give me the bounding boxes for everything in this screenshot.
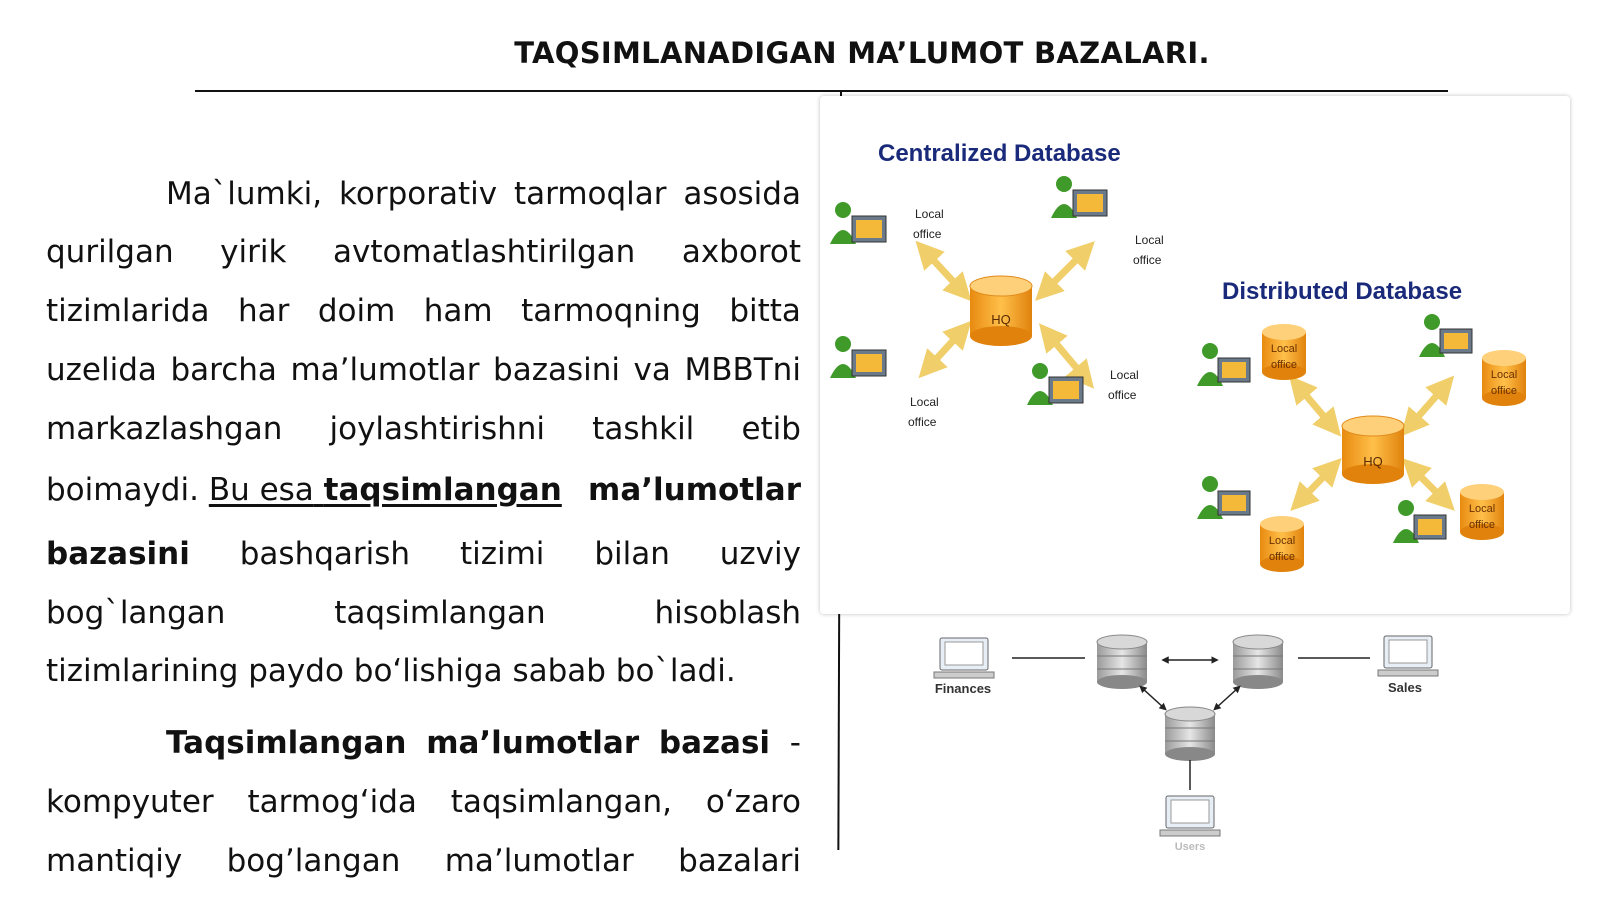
p1-line-1 <box>46 174 801 214</box>
word: avtomatlashtirilgan <box>333 234 636 270</box>
word: markazlashgan <box>46 411 283 447</box>
word: bazasini <box>46 536 190 572</box>
word: etib <box>741 411 801 447</box>
word: tizimi <box>459 536 545 572</box>
replication-arrow <box>1142 688 1164 708</box>
hq-database-icon <box>1342 416 1404 484</box>
word: tarmoqlar <box>513 176 667 212</box>
word: Ma`lumki, <box>166 176 323 212</box>
word: bitta <box>729 293 801 329</box>
local-office-label: Local <box>1110 368 1139 382</box>
person-computer-icon <box>1051 176 1107 218</box>
title-underline <box>195 90 1448 92</box>
distributed-title: Distributed Database <box>1222 278 1463 305</box>
word: taqsimlangan <box>334 595 546 631</box>
replication-arrow <box>1216 688 1238 708</box>
word: joylashtirishni <box>329 411 546 447</box>
word: uzviy <box>719 536 801 572</box>
finances-label: Finances <box>934 681 992 696</box>
word: bashqarish <box>239 536 411 572</box>
local-office-label: Local <box>1468 503 1496 515</box>
local-office-label: office <box>1270 359 1298 371</box>
local-office-label: Local <box>1268 535 1296 547</box>
local-office-label: office <box>1268 551 1296 563</box>
word: yirik <box>220 234 287 270</box>
word: Bu esa <box>208 472 314 508</box>
word: tashkil <box>592 411 695 447</box>
word: korporativ <box>339 176 498 212</box>
word: asosida <box>683 176 801 212</box>
local-office-label: office <box>913 227 942 241</box>
word: tarmoqning <box>521 293 701 329</box>
local-database-node <box>1393 484 1504 543</box>
database-server-icon <box>1097 635 1147 689</box>
local-office-label: Local <box>1490 369 1518 381</box>
word: tizimlarida <box>46 293 210 329</box>
word: va <box>633 352 671 388</box>
p1-line-9: tizimlarining paydo bo‘lishiga sabab bo`ladi. <box>46 653 736 689</box>
word: ham <box>423 293 493 329</box>
centralized-title: Centralized Database <box>878 140 1121 167</box>
word: kompyuter <box>46 784 214 820</box>
word: ma’lumotlar <box>290 352 480 388</box>
underlined-phrase <box>209 472 562 508</box>
local-office-label: Local <box>910 395 939 409</box>
word: bog’langan <box>226 843 401 879</box>
p2-line-1 <box>46 723 801 763</box>
word: tarmog‘ida <box>247 784 417 820</box>
database-diagram-figure <box>820 96 1570 614</box>
local-database-node <box>1197 476 1304 572</box>
local-office-label: office <box>1108 388 1137 402</box>
word: doim <box>317 293 396 329</box>
database-diagram <box>820 96 1570 614</box>
computer-icon <box>1378 636 1438 676</box>
word: ma’lumotlar <box>444 843 634 879</box>
local-office-label: office <box>1468 519 1496 531</box>
word: har <box>237 293 290 329</box>
word: mantiqiy <box>46 843 183 879</box>
database-server-icon <box>1233 635 1283 689</box>
database-server-icon <box>1165 707 1215 761</box>
word: axborot <box>681 234 801 270</box>
p2-line-2 <box>46 782 801 822</box>
p1-line-7 <box>46 534 801 574</box>
computer-icon <box>934 638 994 678</box>
word: ma’lumotlar <box>426 725 640 761</box>
word: barcha <box>170 352 277 388</box>
users-label: Users <box>1174 841 1206 853</box>
word: ma’lumotlar <box>588 472 801 508</box>
p1-line-3 <box>46 291 801 331</box>
p1-line-2 <box>46 232 801 272</box>
word: bazalari <box>678 843 801 879</box>
p2-line-3 <box>46 841 801 881</box>
word: MBBTni <box>684 352 801 388</box>
p1-line-5 <box>46 409 801 449</box>
sales-label: Sales <box>1388 680 1422 695</box>
local-office-label: Local <box>1270 343 1298 355</box>
p1-line-4 <box>46 350 801 390</box>
word: qurilgan <box>46 234 174 270</box>
person-computer-icon <box>830 202 886 244</box>
page-title: TAQSIMLANADIGAN MA’LUMOT BAZALARI. <box>514 36 1210 70</box>
local-office-label: Local <box>1135 233 1164 247</box>
p1-line-8 <box>46 593 801 633</box>
p1-line-6 <box>46 470 801 510</box>
hq-label: HQ <box>991 312 1011 327</box>
hq-database-icon <box>970 276 1032 346</box>
word: uzelida <box>46 352 157 388</box>
word: o‘zaro <box>705 784 801 820</box>
local-office-label: office <box>908 415 937 429</box>
word: bazasi <box>658 725 771 761</box>
person-computer-icon <box>830 336 886 378</box>
word: hisoblash <box>654 595 801 631</box>
word: taqsimlangan <box>323 472 562 508</box>
local-database-node <box>1197 324 1306 386</box>
local-office-label: office <box>1490 385 1518 397</box>
network-diagram-svg <box>920 628 1450 878</box>
hq-label: HQ <box>1363 454 1383 469</box>
word: taqsimlangan, <box>450 784 672 820</box>
word: Taqsimlangan <box>166 725 407 761</box>
word: boimaydi. <box>46 472 199 508</box>
network-diagram <box>920 628 1450 878</box>
word: bilan <box>594 536 670 572</box>
word: bog`langan <box>46 595 226 631</box>
local-office-label: office <box>1133 253 1162 267</box>
computer-icon <box>1160 796 1220 836</box>
word: - <box>789 725 801 761</box>
word: bazasini <box>493 352 620 388</box>
local-office-label: Local <box>915 207 944 221</box>
